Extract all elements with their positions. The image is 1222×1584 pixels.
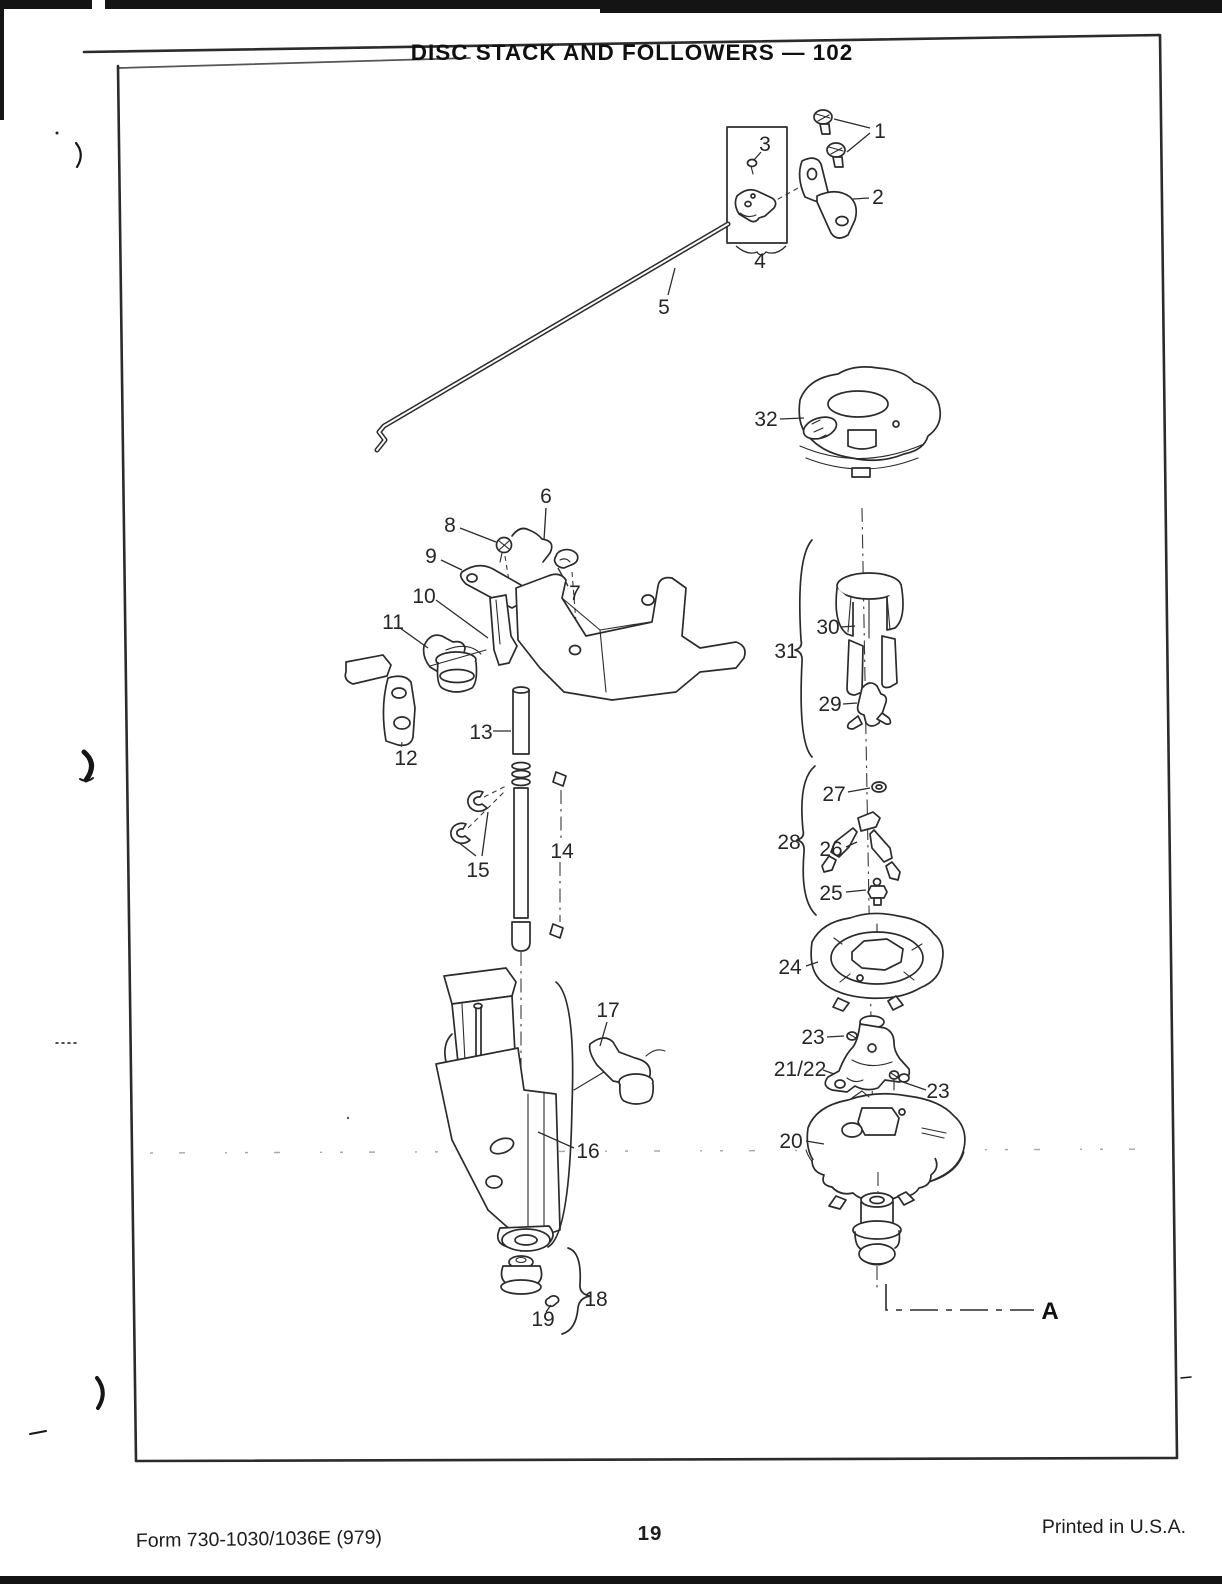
- callout-label-6: 6: [540, 485, 552, 508]
- part-mount-bracket-16: [436, 968, 574, 1251]
- part-e-clips-15: [451, 791, 488, 856]
- part-screw-8: [460, 528, 512, 562]
- footer-printed-in: Printed in U.S.A.: [1041, 1516, 1186, 1538]
- callout-label-20: 20: [779, 1130, 803, 1153]
- callout-label-9: 9: [425, 545, 437, 568]
- part-bracket-detail-box-4: [727, 127, 787, 255]
- part-screw-23-upper: [827, 1032, 857, 1040]
- scan-fold-line: [150, 1149, 1165, 1153]
- callout-label-16: 16: [576, 1140, 600, 1163]
- callout-label-12: 12: [394, 747, 418, 770]
- callout-label-24: 24: [778, 956, 802, 979]
- part-screws-1: [814, 110, 870, 167]
- callout-label-1: 1: [874, 120, 886, 143]
- page-footer: [136, 1516, 1186, 1552]
- page-border-box: [84, 35, 1177, 1461]
- part-disc-assembly-32: [780, 367, 940, 477]
- part-spring-wire-6: [512, 508, 552, 562]
- callout-label-23-lower: 23: [926, 1080, 950, 1103]
- callout-label-7: 7: [569, 582, 581, 605]
- callout-label-28: 28: [777, 831, 801, 854]
- callout-label-18: 18: [584, 1288, 608, 1311]
- callout-label-31: 31: [774, 640, 798, 663]
- callout-label-a: A: [1041, 1298, 1059, 1325]
- footer-form-number: Form 730-1030/1036E (979): [135, 1526, 383, 1552]
- callout-label-19: 19: [531, 1308, 555, 1331]
- part-link-12: [345, 655, 415, 756]
- part-arm-9: [441, 560, 527, 608]
- part-frame-bracket: [516, 574, 745, 700]
- footer-page-number: 19: [637, 1522, 663, 1545]
- part-knob-30: [836, 573, 903, 695]
- callout-label-4: 4: [754, 250, 766, 273]
- callout-label-17: 17: [596, 999, 620, 1022]
- callout-label-26: 26: [819, 838, 843, 861]
- callout-label-30: 30: [816, 616, 840, 639]
- callout-label-29: 29: [818, 693, 842, 716]
- part-follower-lever-17: [574, 1022, 665, 1104]
- part-cam-disc-24: [806, 913, 943, 1011]
- callout-label-23-upper: 23: [801, 1026, 825, 1049]
- callout-label-5: 5: [658, 296, 670, 319]
- callout-label-15: 15: [466, 859, 490, 882]
- callout-label-21-22: 21/22: [773, 1058, 827, 1081]
- callout-label-27: 27: [822, 783, 846, 806]
- part-roller-stack: [430, 650, 486, 692]
- scan-artifact-bottom-band: [0, 1576, 1222, 1584]
- page-title: DISC STACK AND FOLLOWERS — 102: [410, 40, 854, 65]
- part-shaft-13: [493, 687, 530, 951]
- part-hub-21-22: [823, 1016, 909, 1092]
- callout-label-13: 13: [469, 721, 493, 744]
- part-disc-20: [806, 1091, 965, 1209]
- callout-label-8: 8: [444, 514, 456, 537]
- callout-label-14: 14: [550, 840, 574, 863]
- callout-label-2: 2: [872, 186, 884, 209]
- scan-artifact-margin-marks: [30, 132, 1191, 1435]
- callout-label-3: 3: [759, 133, 771, 156]
- part-lever-2: [800, 158, 869, 238]
- callout-label-32: 32: [754, 408, 778, 431]
- part-stud-25: [846, 879, 887, 906]
- callout-label-10: 10: [412, 585, 436, 608]
- part-follower-stack-a: [853, 1172, 1034, 1310]
- callout-label-25: 25: [819, 882, 843, 905]
- callout-label-11: 11: [382, 611, 404, 634]
- part-rod-5: [377, 224, 728, 450]
